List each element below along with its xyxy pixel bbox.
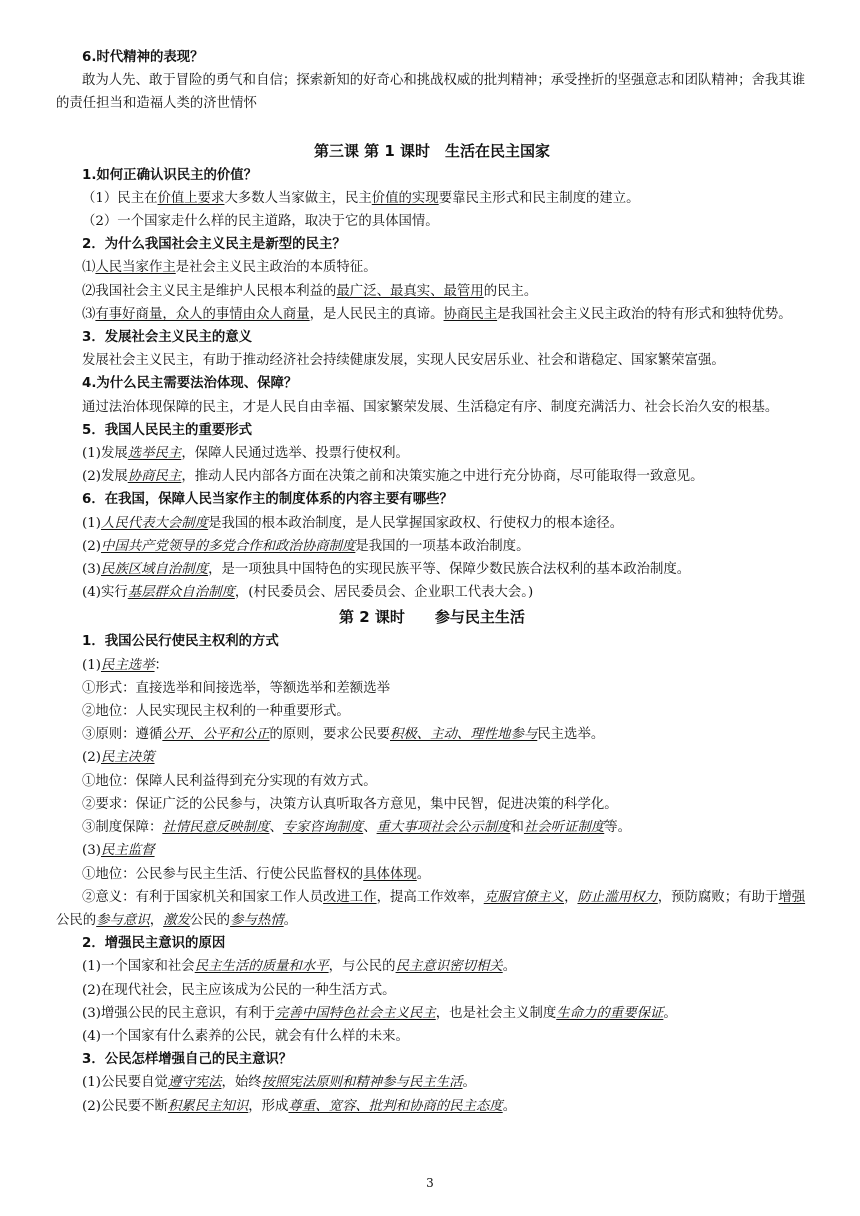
question-heading: 5．我国人民民主的重要形式 bbox=[82, 422, 253, 438]
paragraph: ⑶有事好商量，众人的事情由众人商量，是人民民主的真谛。协商民主是我国社会主义民主政治的特有形式和独特优势。 bbox=[82, 306, 792, 322]
list-item: ②意义：有利于国家机关和国家工作人员改进工作，提高工作效率，克服官僚主义，防止滥用权力，预防腐败；有助于增强公民的参与意识，激发公民的参与热情。 bbox=[56, 889, 806, 928]
paragraph: （1）民主在价值上要求大多数人当家做主，民主价值的实现要靠民主形式和民主制度的建立。 bbox=[82, 190, 640, 206]
paragraph: (2)公民要不断积累民主知识，形成尊重、宽容、批判和协商的民主态度。 bbox=[82, 1098, 517, 1114]
paragraph: ⑵我国社会主义民主是维护人民根本利益的最广泛、最真实、最管用的民主。 bbox=[82, 283, 538, 299]
paragraph: 发展社会主义民主，有助于推动经济社会持续健康发展，实现人民安居乐业、社会和谐稳定、国家繁荣富强。 bbox=[82, 353, 725, 369]
paragraph: (4)一个国家有什么素养的公民，就会有什么样的未来。 bbox=[82, 1028, 409, 1044]
paragraph: (3)民主监督 bbox=[82, 843, 155, 859]
paragraph: ⑴人民当家作主是社会主义民主政治的本质特征。 bbox=[82, 260, 377, 276]
paragraph: （2）一个国家走什么样的民主道路，取决于它的具体国情。 bbox=[82, 214, 439, 230]
lesson-title: 第 2 课时 参与民主生活 bbox=[339, 608, 525, 627]
question-heading: 2．增强民主意识的原因 bbox=[82, 936, 226, 952]
paragraph: (1)发展选举民主，保障人民通过选举、投票行使权利。 bbox=[82, 446, 409, 462]
question-heading: 6．在我国，保障人民当家作主的制度体系的内容主要有哪些？ bbox=[82, 492, 453, 508]
list-item: ③原则：遵循公开、公平和公正的原则，要求公民要积极、主动、理性地参与民主选举。 bbox=[82, 727, 605, 743]
paragraph: 通过法治体现保障的民主，才是人民自由幸福、国家繁荣发展、生活稳定有序、制度充满活力、社会长治久安的根基。 bbox=[82, 399, 779, 415]
list-item: ②要求：保证广泛的公民参与，决策方认真听取各方意见，集中民智，促进决策的科学化。 bbox=[82, 796, 618, 812]
paragraph: (3)增强公民的民主意识，有利于完善中国特色社会主义民主，也是社会主义制度生命力的重要保证。 bbox=[82, 1005, 677, 1021]
list-item: ①形式：直接选举和间接选举，等额选举和差额选举 bbox=[82, 680, 390, 696]
paragraph: 敢为人先、敢于冒险的勇气和自信；探索新知的好奇心和挑战权威的批判精神；承受挫折的坚强意志和团队精神；舍我其谁的责任担当和造福人类的济世情怀 bbox=[56, 73, 806, 112]
paragraph: (2)发展协商民主，推动人民内部各方面在决策之前和决策实施之中进行充分协商，尽可能取得一致意见。 bbox=[82, 469, 704, 485]
paragraph: (1)公民要自觉遵守宪法，始终按照宪法原则和精神参与民主生活。 bbox=[82, 1075, 476, 1091]
question-heading: 2．为什么我国社会主义民主是新型的民主？ bbox=[82, 237, 346, 253]
list-item: ③制度保障：社情民意反映制度、专家咨询制度、重大事项社会公示制度和社会听证制度等。 bbox=[82, 820, 632, 836]
section-heading: 6.时代精神的表现？ bbox=[82, 50, 204, 65]
paragraph: (3)民族区域自治制度，是一项独具中国特色的实现民族平等、保障少数民族合法权利的基本政治制度。 bbox=[82, 562, 691, 578]
paragraph: (2)在现代社会，民主应该成为公民的一种生活方式。 bbox=[82, 982, 396, 998]
paragraph: (1)民主选举： bbox=[82, 657, 168, 673]
lesson-title: 第三课 第 1 课时 生活在民主国家 bbox=[313, 141, 551, 160]
paragraph: (2)中国共产党领导的多党合作和政治协商制度是我国的一项基本政治制度。 bbox=[82, 538, 530, 554]
paragraph: (2)民主决策 bbox=[82, 750, 155, 766]
paragraph: (1)人民代表大会制度是我国的根本政治制度，是人民掌握国家政权、行使权力的根本途径。 bbox=[82, 515, 624, 531]
question-heading: 4.为什么民主需要法治体现、保障？ bbox=[82, 376, 298, 392]
question-heading: 1．我国公民行使民主权利的方式 bbox=[82, 634, 279, 650]
paragraph: (1)一个国家和社会民主生活的质量和水平，与公民的民主意识密切相关。 bbox=[82, 959, 517, 975]
list-item: ②地位：人民实现民主权利的一种重要形式。 bbox=[82, 704, 350, 720]
page-number: 3 bbox=[426, 1176, 434, 1190]
question-heading: 3．公民怎样增强自己的民主意识？ bbox=[82, 1052, 293, 1068]
list-item: ①地位：保障人民利益得到充分实现的有效方式。 bbox=[82, 773, 377, 789]
document-page bbox=[56, 46, 808, 1118]
question-heading: 1.如何正确认识民主的价值？ bbox=[82, 167, 258, 183]
paragraph: (4)实行基层群众自治制度，(村民委员会、居民委员会、企业职工代表大会。) bbox=[82, 585, 534, 601]
question-heading: 3．发展社会主义民主的意义 bbox=[82, 330, 253, 346]
list-item: ①地位：公民参与民主生活、行使公民监督权的具体体现。 bbox=[82, 866, 431, 882]
